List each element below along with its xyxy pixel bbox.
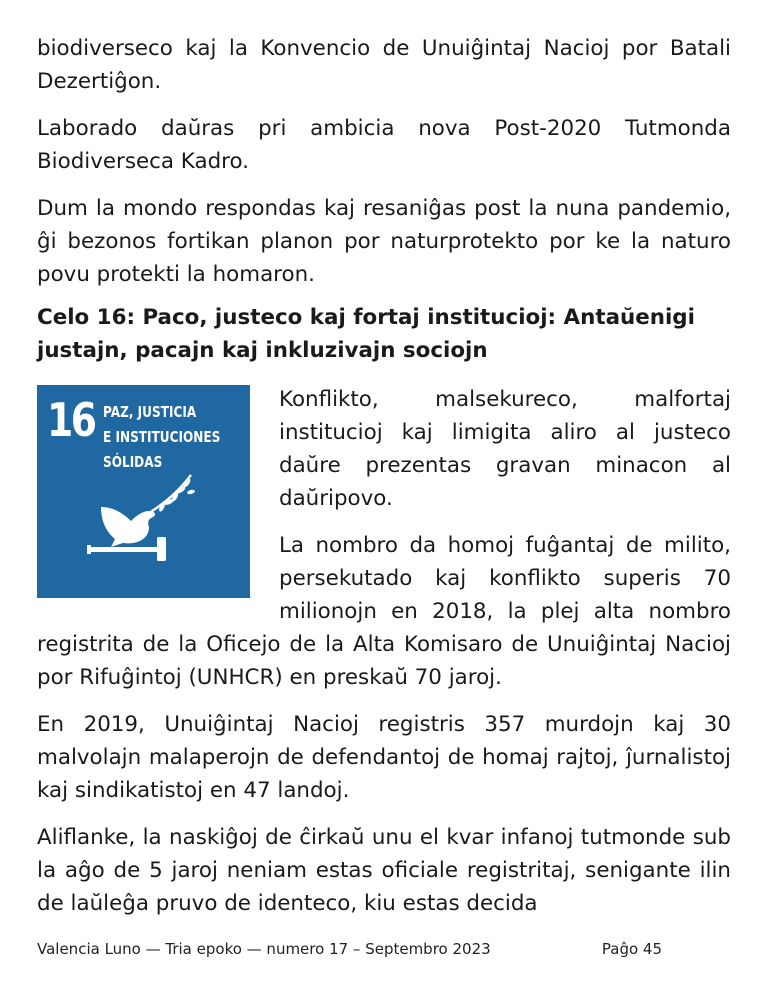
sdg-title-line: E INSTITUCIONES (103, 428, 221, 446)
paragraph: biodiverseco kaj la Konvencio de Unuiĝintaj Nacioj por Batali Dezertiĝon. (37, 36, 731, 94)
section-heading: Celo 16: Paco, justeco kaj fortaj institucioj: Antaŭenigi justajn, pacajn kaj inkluzivajn sociojn (37, 305, 695, 363)
paragraph: En 2019, Unuiĝintaj Nacioj registris 357 murdojn kaj 30 malvolajn malaperojn de defendantoj de homaj rajtoj, ĵurnalistoj kaj sindikatistoj en 47 landoj. (37, 712, 731, 803)
sdg-title-line: SÓLIDAS (103, 453, 163, 471)
article-body (37, 32, 731, 934)
sdg-title-line: PAZ, JUSTICIA (103, 403, 197, 421)
paragraph: Konflikto, malsekureco, malfortaj institucioj kaj limigita aliro al justeco daŭre prezentas gravan minacon al daŭripovo. (279, 387, 731, 511)
sdg-title (103, 400, 221, 475)
page-number: Paĝo 45 (601, 940, 662, 958)
paragraph: Laborado daŭras pri ambicia nova Post-2020 Tutmonda Biodiverseca Kadro. (37, 116, 731, 174)
paragraph: La nombro da homoj fuĝantaj de milito, persekutado kaj konflikto superis 70 milionojn en 2018, la plej alta nombro registrita de la Oficejo de la Alta Komisaro de Unuiĝintaj Nacioj por Rifuĝintoj (UNHCR) en preskaŭ 70 jaroj. (37, 533, 731, 690)
paragraph: Aliflanke, la naskiĝoj de ĉirkaŭ unu el kvar infanoj tutmonde sub la aĝo de 5 jaroj neniam estas oficiale registritaj, senigante ilin de laŭleĝa pruvo de identeco, kiu estas decida (37, 825, 731, 916)
sdg16-logo (37, 385, 250, 598)
dove-with-gavel-icon (87, 473, 207, 569)
publication-info: Valencia Luno — Tria epoko — numero 17 – Septembro 2023 (37, 940, 491, 958)
paragraph: Dum la mondo respondas kaj resaniĝas post la nuna pandemio, ĝi bezonos fortikan planon por naturprotekto por ke la naturo povu protekti la homaron. (37, 196, 731, 287)
sdg-number: 16 (47, 393, 95, 447)
